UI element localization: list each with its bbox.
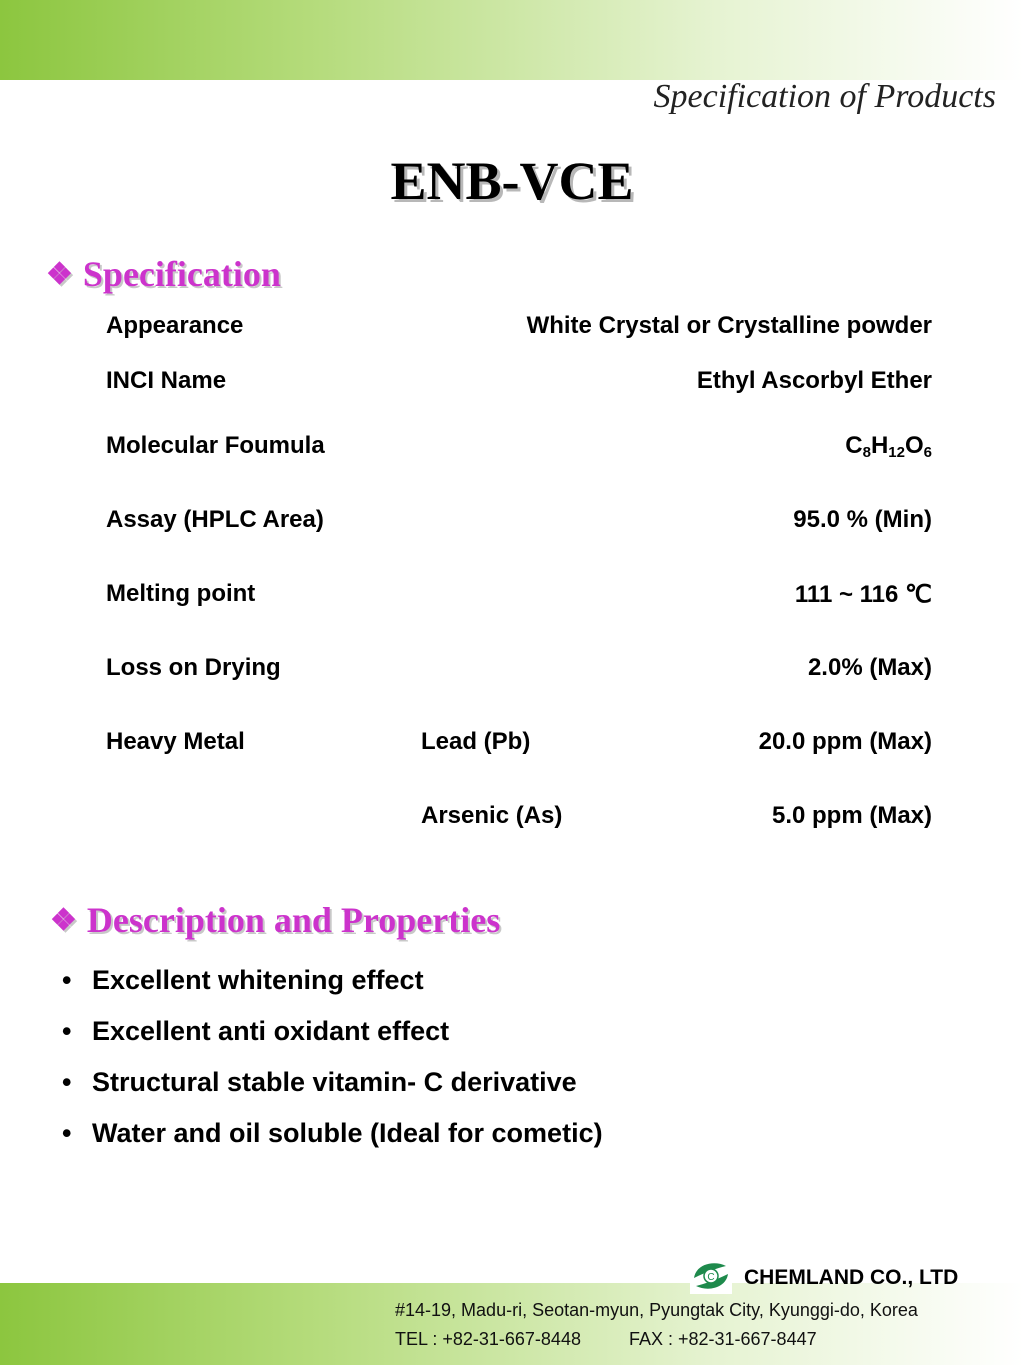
company-name: CHEMLAND CO., LTD bbox=[744, 1266, 959, 1289]
spec-label: Molecular Foumula bbox=[106, 432, 325, 459]
spec-label: Melting point bbox=[106, 580, 256, 607]
product-title: ENB-VCE bbox=[390, 151, 634, 211]
list-item: • Excellent anti oxidant effect bbox=[62, 1016, 450, 1046]
bottom-gradient-band bbox=[0, 1283, 1024, 1365]
list-item: • Structural stable vitamin- C derivative bbox=[62, 1067, 577, 1097]
spec-label: Assay (HPLC Area) bbox=[106, 506, 324, 533]
spec-value: 111 ~ 116 ℃ bbox=[794, 581, 932, 608]
diamond-bullet-icon: ❖ bbox=[50, 904, 77, 937]
bullet-icon: • bbox=[62, 1016, 72, 1046]
spec-row-appearance bbox=[106, 312, 932, 344]
spec-value: 2.0% (Max) bbox=[807, 654, 932, 681]
molecular-formula-value: $C_8H_{12}O_6$ bbox=[845, 432, 932, 461]
properties-list bbox=[62, 963, 603, 1167]
specification-heading bbox=[46, 253, 281, 295]
spec-label: Heavy Metal bbox=[106, 728, 245, 755]
spec-row-loss-on-drying bbox=[106, 654, 932, 686]
spec-value: 5.0 ppm (Max) bbox=[771, 802, 932, 829]
list-item: • Excellent whitening effect bbox=[62, 965, 424, 995]
spec-value: 95.0 % (Min) bbox=[793, 506, 932, 533]
list-item: • Water and oil soluble (Ideal for cometic) bbox=[62, 1118, 603, 1148]
spec-sublabel: Lead (Pb) bbox=[421, 728, 531, 755]
top-gradient-band bbox=[0, 0, 1024, 80]
description-heading bbox=[50, 899, 500, 941]
spec-label: Appearance bbox=[106, 312, 244, 339]
company-logo-icon bbox=[690, 1258, 732, 1294]
spec-row-heavy-metal-arsenic bbox=[106, 802, 932, 834]
spec-label: Loss on Drying bbox=[106, 654, 281, 681]
spec-value: 20.0 ppm (Max) bbox=[758, 728, 932, 755]
spec-row-heavy-metal-lead bbox=[106, 728, 932, 760]
spec-row-molecular-formula bbox=[106, 432, 932, 464]
spec-row-melting-point bbox=[106, 580, 932, 612]
document-type-header: Specification of Products bbox=[653, 78, 996, 115]
spec-value: Ethyl Ascorbyl Ether bbox=[696, 367, 932, 394]
diamond-bullet-icon: ❖ bbox=[46, 258, 73, 291]
spec-sublabel: Arsenic (As) bbox=[421, 802, 563, 829]
company-contact bbox=[395, 1329, 817, 1350]
bullet-icon: • bbox=[62, 1067, 72, 1097]
bullet-icon: • bbox=[62, 965, 72, 995]
description-heading-label: Description and Properties bbox=[86, 900, 501, 940]
spec-row-assay bbox=[106, 506, 932, 538]
svg-text:C: C bbox=[707, 1272, 715, 1283]
bullet-icon: • bbox=[62, 1118, 72, 1148]
phone-number: TEL : +82-31-667-8448 bbox=[395, 1329, 581, 1349]
specification-heading-label: Specification bbox=[82, 254, 281, 294]
spec-row-inci-name bbox=[106, 367, 932, 399]
spec-label: INCI Name bbox=[106, 367, 227, 394]
company-address: #14-19, Madu-ri, Seotan-myun, Pyungtak City, Kyunggi-do, Korea bbox=[395, 1300, 918, 1320]
spec-value: White Crystal or Crystalline powder bbox=[526, 312, 932, 339]
fax-number: FAX : +82-31-667-8447 bbox=[628, 1329, 817, 1349]
